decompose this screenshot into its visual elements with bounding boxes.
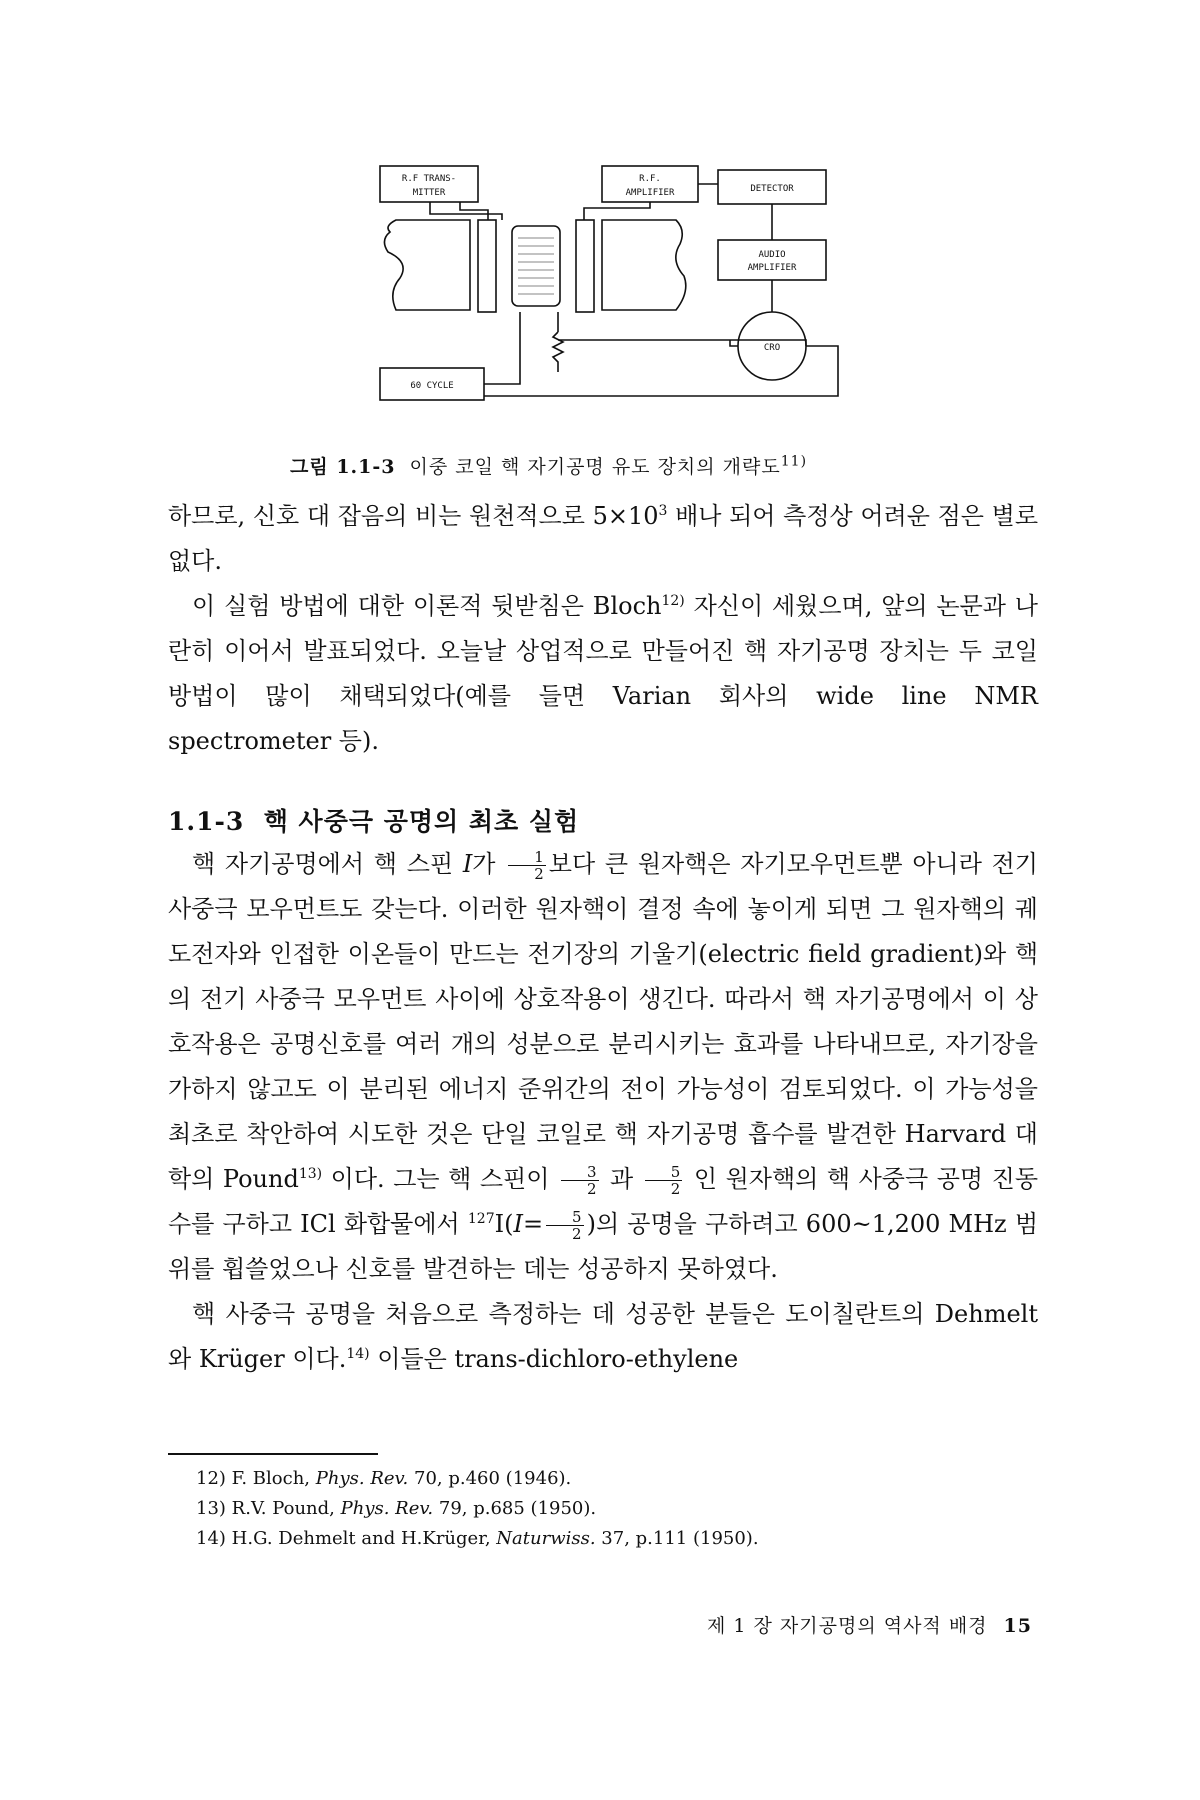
para3-text-e: 과	[601, 1165, 642, 1193]
footnote-author: H.G. Dehmelt and H.Krüger,	[231, 1528, 491, 1549]
para1-exponent: 3	[658, 503, 668, 519]
paragraph-1	[168, 494, 1038, 584]
footnote-12	[196, 1464, 996, 1494]
magnet-left	[384, 220, 470, 310]
para1-text-a: 하므로, 신호 대 잡음의 비는 원천적으로 5×10	[168, 502, 659, 530]
section-heading	[168, 802, 579, 838]
spin-variable-2: I	[513, 1210, 523, 1238]
fraction-half-num: 1	[508, 849, 546, 866]
footnote-13	[196, 1494, 996, 1524]
para3-text-f: 인 원자핵의 핵 사중극 공명 진동수를 구하고 ICl 화합물에서	[168, 1165, 1038, 1238]
footnote-journal: Phys. Rev.	[315, 1468, 409, 1489]
rf-transmitter-label-2: MITTER	[412, 188, 446, 198]
audio-amplifier-label-2: AMPLIFIER	[747, 263, 797, 273]
section-number: 1.1-3	[168, 807, 245, 836]
para3-text-i: )의 공명을 구하려고 600~1,200 MHz 범위를 휩쓸었으나 신호를 발견하는 데는 성공하지 못하였다.	[168, 1210, 1039, 1283]
sixty-cycle-label: 60 CYCLE	[410, 381, 454, 391]
footnote-14	[196, 1524, 996, 1554]
para2-text-a: 이 실험 방법에 대한 이론적 뒷받침은 Bloch	[192, 592, 662, 620]
footnote-author: F. Bloch,	[231, 1468, 311, 1489]
nmr-apparatus-diagram	[370, 160, 840, 420]
fraction-half	[508, 849, 546, 882]
fraction-three-halves	[561, 1164, 599, 1197]
page-number: 15	[1003, 1615, 1032, 1637]
figure-caption	[290, 452, 990, 479]
footnote-rule	[168, 1453, 378, 1455]
figure-caption-text: 이중 코일 핵 자기공명 유도 장치의 개략도	[409, 456, 781, 478]
figure-caption-number: 그림 1.1-3	[290, 456, 396, 478]
paragraph-4	[168, 1292, 1038, 1382]
rf-amplifier-label-2: AMPLIFIER	[625, 188, 675, 198]
rf-amplifier-label-1: R.F.	[639, 174, 661, 184]
para2-text-b: 자신이 세웠으며, 앞의 논문과 나란히 이어서 발표되었다. 오늘날 상업적으로 만들어진 핵 자기공명 장치는 두 코일 방법이 많이 채택되었다(예를 들면 Varian 회사의 wide line NMR spectrometer 등).	[168, 592, 1038, 755]
spin-variable: I	[462, 850, 473, 878]
footnote-journal: Naturwiss.	[496, 1528, 596, 1549]
para3-text-a: 핵 자기공명에서 핵 스핀	[192, 850, 463, 878]
magnet-right	[602, 220, 686, 310]
para4-text-a: 핵 사중극 공명을 처음으로 측정하는 데 성공한 분들은 도이칠란트의 Dehmelt 와 Krüger 이다.	[168, 1300, 1038, 1373]
footnote-number: 14)	[196, 1528, 226, 1549]
figure-caption-ref: 11)	[780, 453, 808, 470]
footnote-journal: Phys. Rev.	[340, 1498, 434, 1519]
fraction-2-num: 5	[645, 1164, 683, 1181]
audio-amplifier-label-1: AUDIO	[758, 250, 786, 260]
audio-amplifier-box	[718, 240, 826, 280]
para4-text-b: 이들은 trans-dichloro-ethylene	[369, 1345, 739, 1373]
para3-text-b: 가	[472, 850, 506, 878]
cro-label: CRO	[763, 343, 781, 353]
body-block-1	[168, 494, 1038, 764]
fraction-1-den: 2	[586, 1180, 597, 1198]
page-footer	[707, 1611, 1032, 1638]
fraction-3-num: 5	[546, 1209, 584, 1226]
para4-ref: 14)	[346, 1346, 370, 1362]
footnote-citation: 70, p.460 (1946).	[414, 1468, 572, 1489]
footnote-citation: 37, p.111 (1950).	[601, 1528, 759, 1549]
footnote-number: 12)	[196, 1468, 226, 1489]
fraction-1-num: 3	[561, 1164, 599, 1181]
para3-text-d: 이다. 그는 핵 스핀이	[322, 1165, 558, 1193]
footnote-number: 13)	[196, 1498, 226, 1519]
isotope-mass: 127	[467, 1211, 495, 1227]
para3-text-g: I(	[494, 1210, 514, 1238]
para3-ref: 13)	[298, 1166, 323, 1182]
footnote-citation: 79, p.685 (1950).	[438, 1498, 597, 1519]
section-title: 핵 사중극 공명의 최초 실험	[263, 807, 580, 836]
footnote-author: R.V. Pound,	[231, 1498, 335, 1519]
rf-transmitter-label-1: R.F TRANS-	[401, 174, 457, 184]
paragraph-2	[168, 584, 1038, 764]
fraction-3-den: 2	[572, 1225, 582, 1243]
paragraph-3	[168, 842, 1038, 1292]
para1-text-b: 배나 되어 측정상 어려운 점은 별로 없다.	[168, 502, 1038, 575]
body-block-2	[168, 842, 1038, 1382]
fraction-half-den: 2	[534, 865, 544, 883]
fraction-five-halves-2	[546, 1209, 584, 1242]
chapter-title: 제 1 장 자기공명의 역사적 배경	[707, 1615, 988, 1637]
fraction-2-den: 2	[670, 1180, 681, 1198]
para3-text-c: 보다 큰 원자핵은 자기모우먼트뿐 아니라 전기 사중극 모우먼트도 갖는다. 이러한 원자핵이 결정 속에 놓이게 되면 그 원자핵의 궤도전자와 인접한 이온들이 만드는 전기장의 기울기(electric field gradient)와 핵의 전기 사중극 모우먼트 사이에 상호작용이 생긴다. 따라서 핵 자기공명에서 이 상호작용은 공명신호를 여러 개의 성분으로 분리시키는 효과를 나타내므로, 자기장을 가하지 않고도 이 분리된 에너지 준위간의 전이 가능성이 검토되었다. 이 가능성을 최초로 착안하여 시도한 것은 단일 코일로 핵 자기공명 흡수를 발견한 Harvard 대학의 Pound	[168, 850, 1038, 1193]
footnotes	[196, 1464, 996, 1554]
para2-ref: 12)	[661, 593, 685, 609]
para3-text-h: =	[522, 1210, 544, 1238]
fraction-five-halves	[645, 1164, 683, 1197]
detector-label: DETECTOR	[750, 184, 794, 194]
